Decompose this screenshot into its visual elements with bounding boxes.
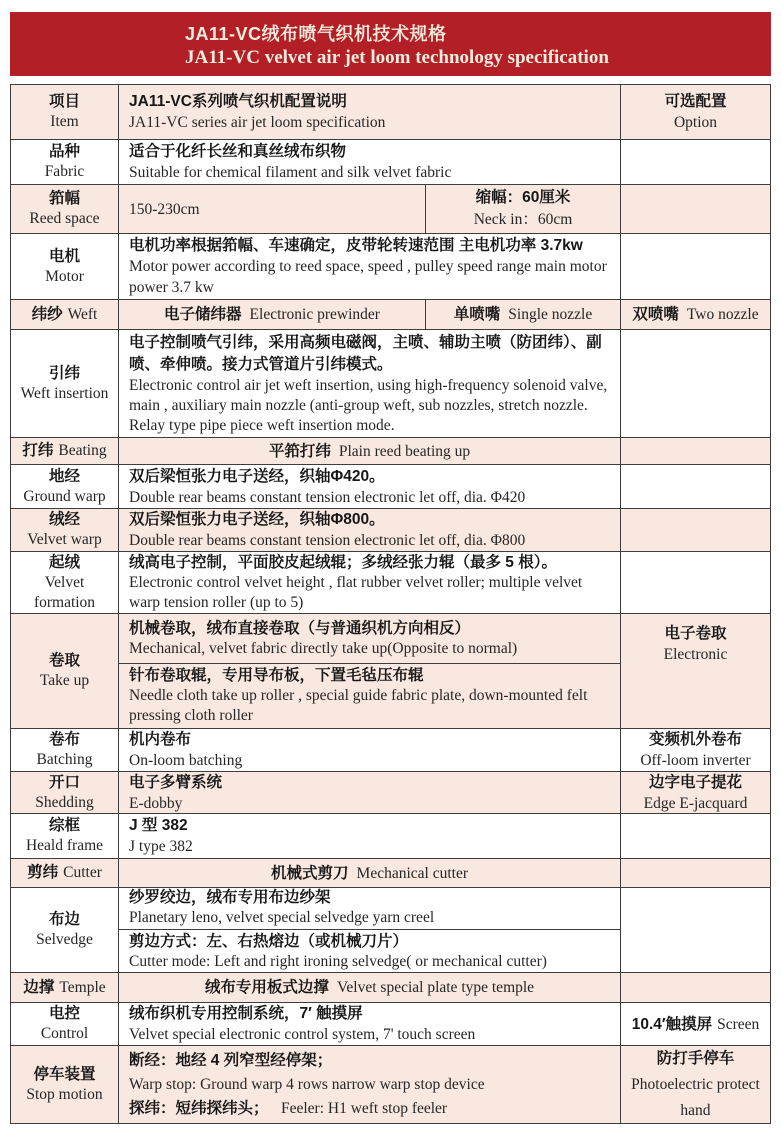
takeup-desc1-zh: 机械卷取，绒布直接卷取（与普通织机方向相反） bbox=[129, 619, 471, 637]
option-cell-cutter bbox=[621, 859, 770, 887]
item-cell-take-up bbox=[11, 614, 119, 728]
insertion-item-en: Weft insertion bbox=[20, 384, 109, 402]
weft-prewinder-cell bbox=[119, 300, 426, 329]
row-weft-insertion bbox=[11, 330, 770, 438]
beating-item-zh: 打纬 bbox=[22, 442, 54, 459]
heald-desc-zh: J 型 382 bbox=[129, 817, 188, 834]
option-cell-reed-space bbox=[621, 185, 770, 233]
cutter-desc-en: Mechanical cutter bbox=[356, 864, 468, 882]
row-velvet-formation bbox=[11, 552, 770, 614]
weft-prewinder-en: Electronic prewinder bbox=[249, 306, 380, 323]
takeup-option-zh: 电子卷取 bbox=[664, 625, 727, 642]
batching-desc-en: On-loom batching bbox=[129, 752, 243, 769]
item-cell-fabric bbox=[11, 140, 119, 184]
formation-desc-en: Electronic control velvet height , flat rubber velvet roller; multiple velvet warp tension roller (up to 5) bbox=[129, 573, 583, 611]
item-cell-heald-frame bbox=[11, 814, 119, 858]
desc-cell-ground-warp bbox=[119, 465, 621, 508]
temple-item-zh: 边撑 bbox=[23, 978, 55, 996]
title-zh: JA11-VC绒布喷气织机技术规格 bbox=[185, 23, 447, 44]
temple-item-en: Temple bbox=[59, 978, 106, 996]
reed-range-value: 150-230cm bbox=[129, 200, 200, 218]
takeup-mechanical-cell bbox=[119, 614, 620, 664]
desc-cell-beating bbox=[119, 438, 621, 464]
insertion-desc-en: Electronic control air jet weft insertion, using high-frequency solenoid valve, main , auxiliary main nozzle (anti-group weft, sub nozzles, stretch nozzle. Relay type pipe piece weft insertion mode. bbox=[129, 376, 608, 434]
header-item-en: Item bbox=[50, 113, 79, 130]
row-batching bbox=[11, 729, 770, 772]
option-cell-take-up bbox=[621, 614, 770, 728]
takeup-item-en: Take up bbox=[39, 672, 90, 689]
desc-cell-control bbox=[119, 1003, 621, 1045]
option-cell-shedding bbox=[621, 772, 770, 813]
weft-nozzle-en: Single nozzle bbox=[508, 305, 593, 323]
shedding-desc-zh: 电子多臂系统 bbox=[129, 773, 223, 791]
desc-cell-temple bbox=[119, 973, 621, 1002]
formation-item-zh: 起绒 bbox=[48, 553, 80, 571]
shedding-option-zh: 边字电子提花 bbox=[648, 773, 742, 791]
option-cell-weft bbox=[621, 300, 770, 329]
option-cell-temple bbox=[621, 973, 770, 1002]
stop-item-zh: 停车装置 bbox=[33, 1065, 96, 1083]
option-cell-selvedge bbox=[621, 888, 770, 972]
row-weft bbox=[11, 300, 770, 330]
motor-item-zh: 电机 bbox=[48, 247, 80, 265]
fabric-desc-en: Suitable for chemical filament and silk velvet fabric bbox=[129, 164, 452, 181]
item-cell-selvedge bbox=[11, 888, 119, 972]
row-stop-motion bbox=[11, 1046, 770, 1123]
item-cell-velvet-warp bbox=[11, 509, 119, 551]
heald-desc-en: J type 382 bbox=[129, 838, 193, 855]
motor-item-en: Motor bbox=[45, 267, 84, 285]
formation-desc-zh: 绒高电子控制，平面胶皮起绒辊；多绒经张力辊（最多 5 根）。 bbox=[129, 553, 557, 571]
option-cell-weft-insertion bbox=[621, 330, 770, 437]
option-cell-velvet-formation bbox=[621, 552, 770, 613]
ground-item-en: Ground warp bbox=[23, 487, 106, 505]
row-beating bbox=[11, 438, 770, 465]
shedding-option-en: Edge E-jacquard bbox=[643, 794, 748, 812]
header-option-zh: 可选配置 bbox=[664, 93, 727, 110]
spec-table bbox=[10, 84, 771, 1124]
item-cell-control bbox=[11, 1003, 119, 1045]
row-selvedge bbox=[11, 888, 770, 973]
stop-desc2-line bbox=[129, 1097, 610, 1121]
reed-neckin-zh: 缩幅：60厘米 bbox=[475, 189, 571, 206]
stop-item-en: Stop motion bbox=[26, 1085, 103, 1103]
option-cell-control bbox=[621, 1003, 770, 1045]
option-cell-fabric bbox=[621, 140, 770, 184]
item-cell-velvet-formation bbox=[11, 552, 119, 613]
stop-desc1-en: Warp stop: Ground warp 4 rows narrow warp stop device bbox=[129, 1075, 485, 1093]
takeup-desc2-en: Needle cloth take up roller , special guide fabric plate, down-mounted felt pressing cloth roller bbox=[129, 687, 588, 724]
desc-cell-take-up bbox=[119, 614, 621, 728]
shedding-desc-en: E-dobby bbox=[129, 794, 183, 812]
reed-range-cell bbox=[119, 185, 426, 233]
selvedge-leno-cell bbox=[119, 888, 620, 930]
vwarp-item-zh: 绒经 bbox=[48, 511, 80, 528]
fabric-item-en: Fabric bbox=[44, 163, 85, 180]
selvedge-desc2-zh: 剪边方式：左、右热熔边（或机械刀片） bbox=[129, 933, 409, 950]
reed-neckin-cell bbox=[426, 185, 620, 233]
title-en: JA11-VC velvet air jet loom technology specification bbox=[185, 46, 609, 68]
item-cell-weft-insertion bbox=[11, 330, 119, 437]
takeup-option-en: Electronic bbox=[663, 646, 728, 663]
ground-desc-zh: 双后梁恒张力电子送经，织轴Φ420。 bbox=[129, 467, 385, 485]
selvedge-item-en: Selvedge bbox=[36, 931, 93, 948]
takeup-desc1-en: Mechanical, velvet fabric directly take up(Opposite to normal) bbox=[129, 639, 518, 657]
control-desc-zh: 绒布织机专用控制系统，7′ 触摸屏 bbox=[129, 1005, 363, 1022]
desc-cell-fabric bbox=[119, 140, 621, 184]
selvedge-item-zh: 布边 bbox=[48, 911, 80, 928]
fabric-desc-zh: 适合于化纤长丝和真丝绒布织物 bbox=[129, 143, 347, 160]
batching-item-en: Batching bbox=[36, 751, 93, 768]
option-cell-heald-frame bbox=[621, 814, 770, 858]
vwarp-desc-zh: 双后梁恒张力电子送经，织轴Φ800。 bbox=[129, 511, 385, 528]
option-cell-velvet-warp bbox=[621, 509, 770, 551]
desc-cell-shedding bbox=[119, 772, 621, 813]
desc-cell-batching bbox=[119, 729, 621, 771]
control-option-zh: 10.4′触摸屏 bbox=[631, 1015, 713, 1033]
selvedge-cutmode-cell bbox=[119, 930, 620, 972]
takeup-item-zh: 卷取 bbox=[48, 652, 80, 669]
shedding-item-en: Shedding bbox=[35, 793, 94, 811]
vwarp-item-en: Velvet warp bbox=[27, 531, 102, 548]
insertion-desc-zh: 电子控制喷气引纬，采用高频电磁阀，主喷、辅助主喷（防团纬）、副喷、牵伸喷。接力式管道片引纬模式。 bbox=[129, 333, 602, 373]
header-desc-en: JA11-VC series air jet loom specification bbox=[129, 114, 386, 131]
temple-desc-zh: 绒布专用板式边撑 bbox=[204, 979, 329, 996]
weft-nozzle-zh: 单喷嘴 bbox=[453, 305, 501, 323]
stop-option-en: Photoelectric protect hand bbox=[631, 1075, 760, 1119]
row-temple bbox=[11, 973, 770, 1003]
desc-cell-cutter bbox=[119, 859, 621, 887]
item-cell-ground-warp bbox=[11, 465, 119, 508]
selvedge-desc1-zh: 纱罗绞边，绒布专用布边纱架 bbox=[129, 888, 331, 906]
control-option-en: Screen bbox=[717, 1015, 760, 1033]
selvedge-desc1-en: Planetary leno, velvet special selvedge yarn creel bbox=[129, 908, 435, 926]
batching-desc-zh: 机内卷布 bbox=[129, 731, 192, 748]
stop-desc1-zh: 断经：地经 4 列窄型经停架； bbox=[129, 1051, 333, 1069]
control-item-en: Control bbox=[40, 1025, 89, 1042]
row-cutter bbox=[11, 859, 770, 888]
row-shedding bbox=[11, 772, 770, 814]
weft-item-zh: 纬纱 bbox=[31, 305, 63, 323]
control-item-zh: 电控 bbox=[48, 1005, 80, 1022]
desc-cell-reed-space bbox=[119, 185, 621, 233]
reed-item-zh: 筘幅 bbox=[48, 190, 80, 207]
beating-desc-en: Plain reed beating up bbox=[338, 442, 471, 460]
beating-desc-zh: 平筘打纬 bbox=[268, 442, 331, 460]
insertion-item-zh: 引纬 bbox=[48, 364, 80, 382]
row-fabric bbox=[11, 140, 770, 185]
row-heald-frame bbox=[11, 814, 770, 859]
ground-item-zh: 地经 bbox=[48, 467, 80, 485]
header-item-zh: 项目 bbox=[48, 93, 80, 110]
header-option-en: Option bbox=[673, 114, 718, 131]
item-cell-cutter bbox=[11, 859, 119, 887]
fabric-item-zh: 品种 bbox=[48, 143, 80, 160]
vwarp-desc-en: Double rear beams constant tension electronic let off, dia. Φ800 bbox=[129, 532, 526, 549]
option-cell-beating bbox=[621, 438, 770, 464]
table-title-banner bbox=[10, 12, 771, 76]
desc-cell-heald-frame bbox=[119, 814, 621, 858]
temple-desc-en: Velvet special plate type temple bbox=[336, 979, 535, 996]
cutter-desc-zh: 机械式剪刀 bbox=[271, 864, 349, 882]
option-cell-header bbox=[621, 85, 770, 139]
option-cell-motor bbox=[621, 234, 770, 299]
cutter-item-zh: 剪纬 bbox=[27, 864, 59, 881]
motor-desc-zh: 电机功率根据筘幅、车速确定，皮带轮转速范围 主电机功率 3.7kw bbox=[129, 237, 583, 254]
selvedge-desc2-en: Cutter mode: Left and right ironing selvedge( or mechanical cutter) bbox=[129, 953, 547, 970]
heald-item-en: Heald frame bbox=[25, 837, 104, 854]
item-cell-weft bbox=[11, 300, 119, 329]
desc-cell-stop-motion bbox=[119, 1046, 621, 1123]
stop-desc2-zh: 探纬：短纬探纬头； bbox=[129, 1099, 269, 1117]
desc-cell-velvet-warp bbox=[119, 509, 621, 551]
desc-cell-velvet-formation bbox=[119, 552, 621, 613]
option-cell-ground-warp bbox=[621, 465, 770, 508]
batching-option-en: Off-loom inverter bbox=[640, 752, 751, 769]
header-desc-zh: JA11-VC系列喷气织机配置说明 bbox=[129, 93, 347, 110]
reed-neckin-en: Neck in：60cm bbox=[473, 211, 573, 228]
desc-cell-motor bbox=[119, 234, 621, 299]
item-cell-reed-space bbox=[11, 185, 119, 233]
weft-item-en: Weft bbox=[67, 305, 98, 323]
row-control bbox=[11, 1003, 770, 1046]
option-cell-batching bbox=[621, 729, 770, 771]
desc-cell-weft bbox=[119, 300, 621, 329]
item-cell-motor bbox=[11, 234, 119, 299]
row-item-header bbox=[11, 85, 770, 140]
batching-item-zh: 卷布 bbox=[48, 731, 80, 748]
weft-option-zh: 双喷嘴 bbox=[632, 306, 679, 323]
option-cell-stop-motion bbox=[621, 1046, 770, 1123]
control-desc-en: Velvet special electronic control system, 7' touch screen bbox=[129, 1026, 476, 1043]
item-cell-batching bbox=[11, 729, 119, 771]
batching-option-zh: 变频机外卷布 bbox=[648, 731, 742, 748]
weft-nozzle-cell bbox=[426, 300, 620, 329]
motor-desc-en: Motor power according to reed space, speed , pulley speed range main motor power 3.7 kw bbox=[129, 258, 607, 296]
stop-option-zh: 防打手停车 bbox=[656, 1049, 735, 1067]
reed-item-en: Reed space bbox=[29, 210, 100, 227]
takeup-desc2-zh: 针布卷取辊，专用导布板，下置毛毡压布辊 bbox=[129, 667, 424, 684]
row-take-up bbox=[11, 614, 770, 729]
heald-item-zh: 综框 bbox=[48, 817, 80, 834]
takeup-needle-cell bbox=[119, 664, 620, 728]
desc-cell-header bbox=[119, 85, 621, 139]
item-cell-beating bbox=[11, 438, 119, 464]
shedding-item-zh: 开口 bbox=[48, 773, 80, 791]
row-velvet-warp bbox=[11, 509, 770, 552]
row-reed-space bbox=[11, 185, 770, 234]
row-ground-warp bbox=[11, 465, 770, 509]
ground-desc-en: Double rear beams constant tension electronic let off, dia. Φ420 bbox=[129, 488, 526, 506]
desc-cell-selvedge bbox=[119, 888, 621, 972]
item-cell-stop-motion bbox=[11, 1046, 119, 1123]
stop-desc2-en: Feeler: H1 weft stop feeler bbox=[280, 1099, 448, 1117]
item-cell-header bbox=[11, 85, 119, 139]
desc-cell-weft-insertion bbox=[119, 330, 621, 437]
row-motor bbox=[11, 234, 770, 300]
item-cell-temple bbox=[11, 973, 119, 1002]
item-cell-shedding bbox=[11, 772, 119, 813]
formation-item-en: Velvet formation bbox=[33, 573, 96, 611]
cutter-item-en: Cutter bbox=[63, 864, 102, 881]
weft-option-en: Two nozzle bbox=[686, 306, 759, 323]
weft-prewinder-zh: 电子储纬器 bbox=[164, 306, 242, 323]
beating-item-en: Beating bbox=[58, 442, 107, 459]
